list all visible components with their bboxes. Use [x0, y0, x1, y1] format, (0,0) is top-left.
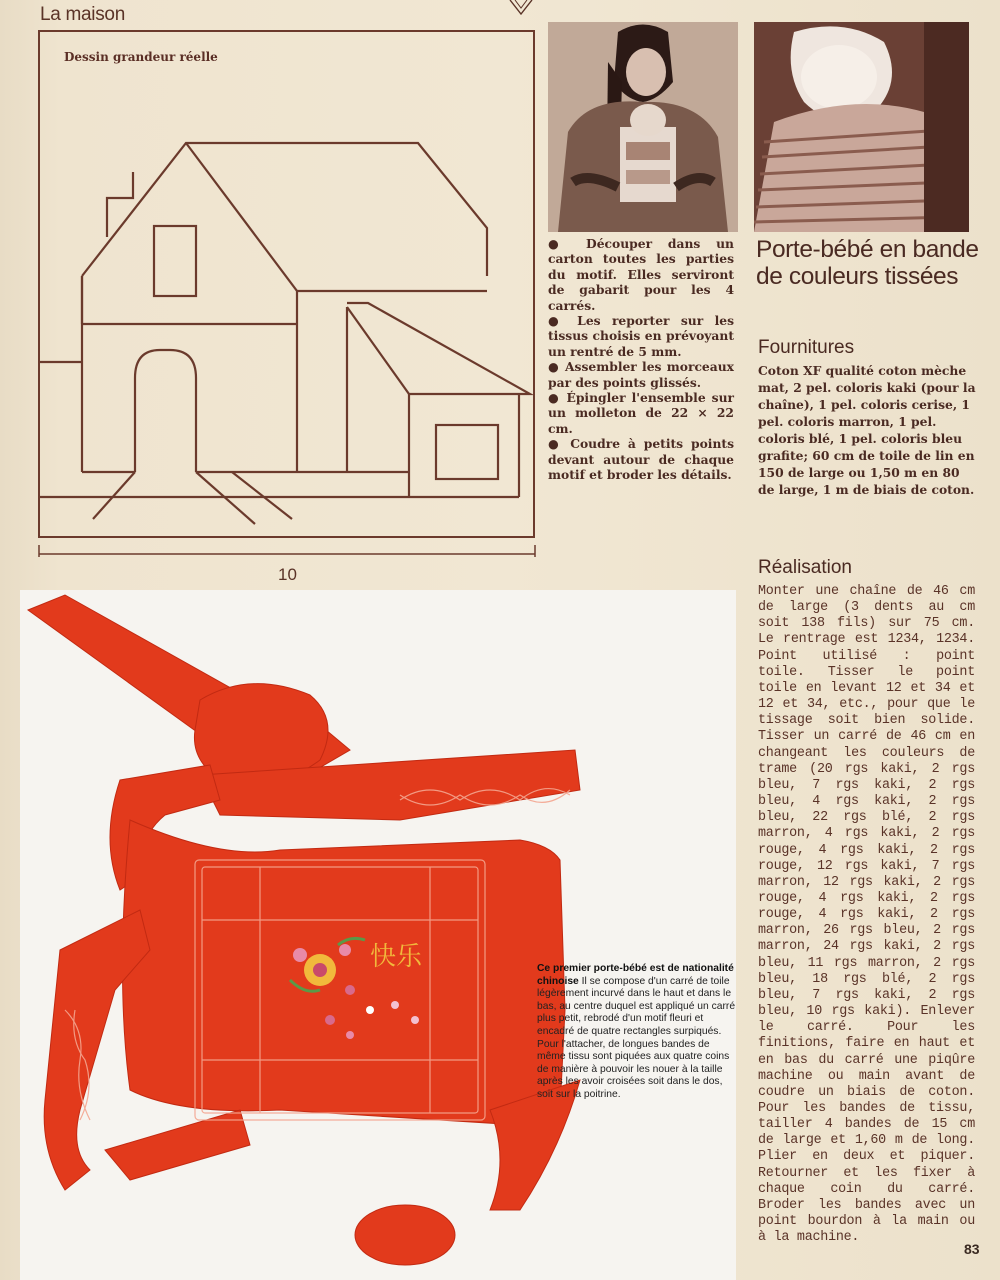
article-headline: Porte-bébé en bande de couleurs tissées: [756, 236, 979, 290]
page-number: 83: [964, 1241, 980, 1257]
svg-text:快乐: 快乐: [370, 942, 423, 972]
dimension-line: [38, 545, 538, 559]
instruction-item: ● Découper dans un carton toutes les parties du motif. Elles serviront de gabarit pour les 4 carrés.: [548, 236, 734, 313]
photo-woven-baby-carrier: [754, 22, 969, 232]
instruction-item: ● Les reporter sur les tissus choisis en prévoyant un rentré de 5 mm.: [548, 313, 734, 359]
fournitures-heading: Fournitures: [758, 337, 855, 358]
instruction-item: ● Assembler les morceaux par des points glissés.: [548, 359, 734, 390]
photo-red-chinese-baby-carrier: [20, 590, 736, 1280]
photo-caption: [537, 963, 737, 1102]
instructions-list: [548, 236, 734, 483]
section-title: La maison: [40, 4, 125, 25]
instruction-item: ● Coudre à petits points devant autour de chaque motif et broder les détails.: [548, 436, 734, 483]
fournitures-text: Coton XF qualité coton mèche mat, 2 pel. coloris kaki (pour la chaîne), 1 pel. coloris cerise, 1 pel. coloris marron, 1 pel. coloris blé, 1 pel. coloris bleu grafite; 60 cm de toile de lin en 150 de large ou 1,50 m en 80 de large, 1 m de biais de coton.: [758, 363, 976, 497]
realisation-heading: Réalisation: [758, 557, 852, 578]
drawing-label: Dessin grandeur réelle: [64, 50, 218, 64]
caption-lead: Ce premier porte-bébé est de nationalité chinoise: [537, 963, 734, 987]
instruction-item: ● Épingler l'ensemble sur un molleton de 22 × 22 cm.: [548, 390, 734, 436]
dimension-label: 10: [278, 565, 297, 584]
photo-mother-with-baby-carrier: [548, 22, 738, 232]
realisation-text: Monter une chaîne de 46 cm de large (3 dents au cm soit 138 fils) sur 75 cm. Le rentrage est 1234, 1234. Point utilisé : point toile. Tisser le point toile en levant 12 et 34 et 12 et 34, etc., pour que le tissage soit bien solide. Tisser un carré de 46 cm en changeant les couleurs de trame (20 rgs kaki, 2 rgs bleu, 7 rgs kaki, 2 rgs bleu, 4 rgs kaki, 2 rgs bleu, 22 rgs blé, 2 rgs marron, 4 rgs kaki, 2 rgs rouge, 4 rgs kaki, 2 rgs rouge, 12 rgs kaki, 7 rgs marron, 12 rgs kaki, 2 rgs rouge, 4 rgs kaki, 2 rgs rouge, 4 rgs kaki, 2 rgs marron, 26 rgs bleu, 2 rgs marron, 24 rgs kaki, 2 rgs bleu, 11 rgs marron, 2 rgs bleu, 18 rgs blé, 2 rgs bleu, 7 rgs kaki, 2 rgs bleu, 10 rgs kaki). Enlever le carré. Pour les finitions, faire en haut et en bas du carré une piqûre machine ou main avant de coudre un biais de coton. Pour les bandes de tissu, tailler 4 bandes de 15 cm de large et 1,60 m de long. Plier en deux et piquer. Retourner et les fixer à chaque coin du carré. Broder les bandes avec un point bourdon à la main ou à la machine.: [758, 584, 975, 1246]
caption-text: Il se compose d'un carré de toile légèrement incurvé dans le haut et dans le bas, au centre duquel est appliqué un carré plus petit, rebrodé d'un motif fleuri et encadré de quatre rectangles surpiqués. Pour l'attacher, de longues bandes de même tissu sont piquées aux quatre coins de manière à pouvoir les nouer à la taille après les avoir croisées soit dans le dos, soit sur la poitrine.: [537, 975, 736, 1100]
